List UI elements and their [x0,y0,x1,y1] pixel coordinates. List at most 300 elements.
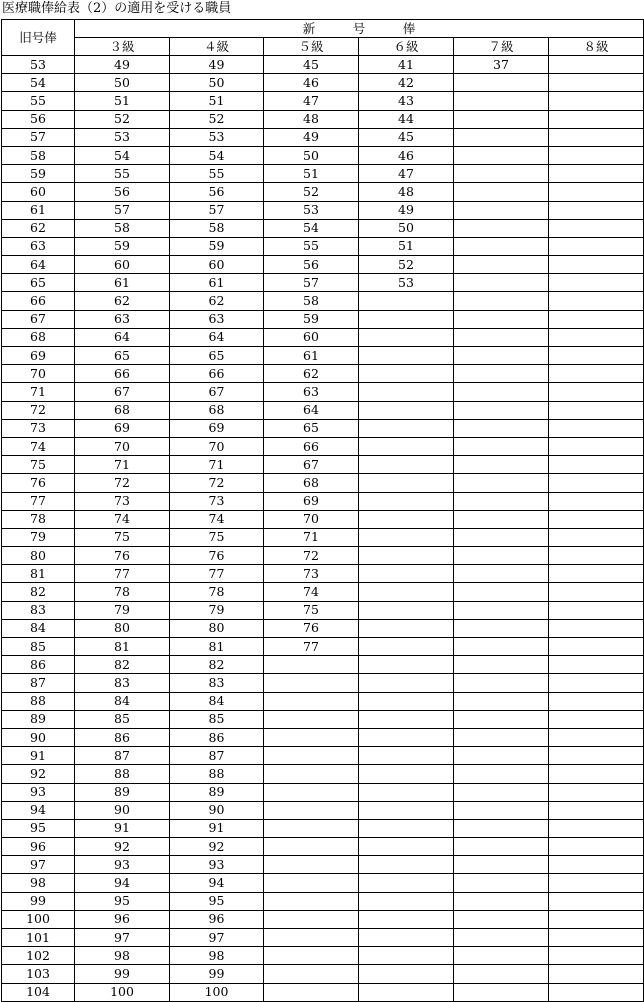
grade-8-cell [549,583,644,601]
grade-8-cell [549,819,644,837]
grade-6-cell [359,328,454,346]
grade-8-cell [549,510,644,528]
grade-3-cell: 94 [75,874,170,892]
grade-7-cell [454,747,549,765]
grade-7-cell [454,874,549,892]
table-row [2,510,644,528]
grade-7-cell [454,710,549,728]
grade-6-cell [359,601,454,619]
grade-8-cell [549,601,644,619]
grade-6-cell [359,783,454,801]
grade-6-cell [359,856,454,874]
document-title: 医療職俸給表（2）の適用を受ける職員 [2,1,232,16]
grade-3-cell: 71 [75,456,170,474]
grade-3-cell: 60 [75,256,170,274]
grade-4-cell: 68 [170,401,264,419]
old-step-header: 旧号俸 [2,20,75,56]
old-step-cell: 70 [2,365,75,383]
old-step-cell: 85 [2,638,75,656]
table-row [2,910,644,928]
grade-5-cell: 46 [264,74,359,92]
old-step-cell: 56 [2,110,75,128]
grade-7-cell [454,383,549,401]
table-row [2,437,644,455]
grade-4-cell: 91 [170,819,264,837]
grade-4-cell: 67 [170,383,264,401]
grade-4-cell: 52 [170,110,264,128]
grade-5-cell [264,929,359,947]
grade-4-cell: 66 [170,365,264,383]
old-step-cell: 103 [2,965,75,983]
old-step-cell: 71 [2,383,75,401]
old-step-cell: 55 [2,92,75,110]
grade-4-cell: 62 [170,292,264,310]
grade-7-cell [454,274,549,292]
grade-3-cell: 90 [75,801,170,819]
grade-8-cell [549,456,644,474]
old-step-cell: 61 [2,201,75,219]
grade-5-cell [264,874,359,892]
old-step-cell: 94 [2,801,75,819]
table-row [2,456,644,474]
grade-8-cell [549,656,644,674]
grade-3-cell: 99 [75,965,170,983]
grade-8-cell [549,692,644,710]
grade-7-cell [454,401,549,419]
grade-5-cell: 58 [264,292,359,310]
grade-3-cell: 56 [75,183,170,201]
table-row [2,419,644,437]
grade-6-cell: 49 [359,201,454,219]
grade-3-cell: 79 [75,601,170,619]
table-row [2,128,644,146]
table-row [2,183,644,201]
grade-6-cell [359,456,454,474]
old-step-cell: 95 [2,819,75,837]
grade-6-cell [359,892,454,910]
grade-8-cell [549,910,644,928]
old-step-cell: 92 [2,765,75,783]
grade-7-cell [454,492,549,510]
table-row [2,692,644,710]
grade-header-3: ３級 [75,38,170,56]
grade-8-cell [549,347,644,365]
grade-5-cell [264,838,359,856]
table-row [2,92,644,110]
grade-6-cell: 45 [359,128,454,146]
grade-8-cell [549,674,644,692]
grade-7-cell [454,419,549,437]
grade-6-cell [359,801,454,819]
grade-5-cell [264,783,359,801]
grade-5-cell: 45 [264,56,359,74]
grade-header-5: ５級 [264,38,359,56]
grade-8-cell [549,619,644,637]
grade-8-cell [549,892,644,910]
old-step-cell: 69 [2,347,75,365]
old-step-cell: 54 [2,74,75,92]
grade-5-cell: 77 [264,638,359,656]
grade-7-cell [454,838,549,856]
grade-3-cell: 85 [75,710,170,728]
grade-6-cell [359,310,454,328]
grade-4-cell: 87 [170,747,264,765]
grade-5-cell: 50 [264,146,359,164]
grade-5-cell: 47 [264,92,359,110]
grade-4-cell: 90 [170,801,264,819]
grade-4-cell: 73 [170,492,264,510]
grade-3-cell: 89 [75,783,170,801]
grade-6-cell [359,365,454,383]
grade-5-cell: 60 [264,328,359,346]
grade-8-cell [549,419,644,437]
grade-3-cell: 68 [75,401,170,419]
grade-4-cell: 75 [170,528,264,546]
grade-4-cell: 92 [170,838,264,856]
grade-4-cell: 88 [170,765,264,783]
old-step-cell: 75 [2,456,75,474]
table-row [2,365,644,383]
grade-6-cell: 53 [359,274,454,292]
grade-5-cell: 73 [264,565,359,583]
grade-8-cell [549,219,644,237]
grade-5-cell [264,965,359,983]
grade-7-cell [454,892,549,910]
grade-8-cell [549,492,644,510]
grade-5-cell: 51 [264,165,359,183]
grade-5-cell [264,710,359,728]
grade-5-cell: 70 [264,510,359,528]
salary-step-conversion-table [1,19,644,1002]
grade-4-cell: 89 [170,783,264,801]
grade-6-cell [359,674,454,692]
grade-6-cell [359,910,454,928]
grade-4-cell: 59 [170,237,264,255]
grade-7-cell [454,292,549,310]
grade-7-cell [454,328,549,346]
grade-7-cell [454,947,549,965]
table-row [2,401,644,419]
grade-5-cell [264,765,359,783]
grade-3-cell: 72 [75,474,170,492]
grade-3-cell: 64 [75,328,170,346]
grade-8-cell [549,528,644,546]
grade-5-cell [264,983,359,1001]
old-step-cell: 79 [2,528,75,546]
grade-7-cell [454,347,549,365]
grade-7-cell [454,437,549,455]
grade-8-cell [549,474,644,492]
grade-3-cell: 73 [75,492,170,510]
grade-6-cell: 47 [359,165,454,183]
old-step-cell: 63 [2,237,75,255]
grade-5-cell: 59 [264,310,359,328]
grade-7-cell [454,692,549,710]
old-step-cell: 99 [2,892,75,910]
table-row [2,74,644,92]
grade-7-cell [454,638,549,656]
grade-8-cell [549,965,644,983]
grade-7-cell [454,910,549,928]
old-step-cell: 82 [2,583,75,601]
old-step-cell: 73 [2,419,75,437]
grade-5-cell: 61 [264,347,359,365]
grade-3-cell: 82 [75,656,170,674]
grade-5-cell: 69 [264,492,359,510]
grade-3-cell: 88 [75,765,170,783]
table-row [2,274,644,292]
grade-7-cell [454,983,549,1001]
grade-7-cell [454,92,549,110]
grade-8-cell [549,710,644,728]
grade-8-cell [549,237,644,255]
grade-8-cell [549,92,644,110]
grade-6-cell [359,565,454,583]
grade-4-cell: 51 [170,92,264,110]
old-step-cell: 67 [2,310,75,328]
grade-3-cell: 87 [75,747,170,765]
grade-5-cell: 72 [264,547,359,565]
grade-8-cell [549,146,644,164]
old-step-cell: 97 [2,856,75,874]
grade-5-cell: 74 [264,583,359,601]
grade-5-cell [264,692,359,710]
grade-5-cell [264,801,359,819]
grade-4-cell: 65 [170,347,264,365]
grade-7-cell [454,128,549,146]
old-step-cell: 91 [2,747,75,765]
grade-4-cell: 55 [170,165,264,183]
grade-4-cell: 83 [170,674,264,692]
table-row [2,583,644,601]
grade-header-7: ７級 [454,38,549,56]
grade-8-cell [549,201,644,219]
grade-7-cell [454,674,549,692]
grade-4-cell: 80 [170,619,264,637]
grade-8-cell [549,983,644,1001]
grade-7-cell [454,201,549,219]
grade-3-cell: 96 [75,910,170,928]
old-step-cell: 65 [2,274,75,292]
grade-7-cell [454,547,549,565]
grade-4-cell: 71 [170,456,264,474]
grade-header-4: ４級 [170,38,264,56]
grade-6-cell: 42 [359,74,454,92]
grade-6-cell [359,965,454,983]
grade-6-cell: 41 [359,56,454,74]
table-row [2,256,644,274]
grade-7-cell [454,856,549,874]
old-step-cell: 101 [2,929,75,947]
old-step-cell: 58 [2,146,75,164]
grade-4-cell: 79 [170,601,264,619]
grade-5-cell [264,892,359,910]
grade-5-cell: 52 [264,183,359,201]
old-step-cell: 89 [2,710,75,728]
grade-5-cell [264,656,359,674]
grade-3-cell: 53 [75,128,170,146]
grade-5-cell: 56 [264,256,359,274]
table-row [2,110,644,128]
grade-8-cell [549,947,644,965]
grade-4-cell: 77 [170,565,264,583]
grade-3-cell: 77 [75,565,170,583]
grade-3-cell: 59 [75,237,170,255]
grade-6-cell [359,929,454,947]
grade-3-cell: 76 [75,547,170,565]
grade-3-cell: 52 [75,110,170,128]
grade-5-cell: 48 [264,110,359,128]
table-row [2,874,644,892]
grade-8-cell [549,56,644,74]
grade-7-cell [454,619,549,637]
table-body [2,56,644,1002]
grade-7-cell [454,183,549,201]
table-row [2,474,644,492]
old-step-cell: 66 [2,292,75,310]
grade-5-cell: 66 [264,437,359,455]
grade-6-cell: 43 [359,92,454,110]
grade-7-cell [454,528,549,546]
grade-7-cell [454,601,549,619]
grade-8-cell [549,565,644,583]
table-row [2,165,644,183]
grade-6-cell [359,765,454,783]
grade-3-cell: 78 [75,583,170,601]
grade-8-cell [549,328,644,346]
grade-7-cell [454,219,549,237]
grade-5-cell: 67 [264,456,359,474]
grade-5-cell: 65 [264,419,359,437]
grade-8-cell [549,747,644,765]
grade-5-cell: 71 [264,528,359,546]
grade-6-cell [359,710,454,728]
table-row [2,492,644,510]
grade-5-cell: 75 [264,601,359,619]
grade-3-cell: 83 [75,674,170,692]
grade-6-cell: 52 [359,256,454,274]
grade-6-cell: 51 [359,237,454,255]
grade-4-cell: 57 [170,201,264,219]
grade-3-cell: 97 [75,929,170,947]
grade-header-8: ８級 [549,38,644,56]
grade-3-cell: 70 [75,437,170,455]
grade-8-cell [549,728,644,746]
grade-5-cell: 54 [264,219,359,237]
table-row [2,565,644,583]
grade-4-cell: 93 [170,856,264,874]
old-step-cell: 64 [2,256,75,274]
table-row [2,347,644,365]
grade-4-cell: 56 [170,183,264,201]
table-row [2,601,644,619]
table-row [2,292,644,310]
grade-3-cell: 69 [75,419,170,437]
grade-4-cell: 86 [170,728,264,746]
grade-7-cell [454,583,549,601]
grade-4-cell: 49 [170,56,264,74]
table-row [2,638,644,656]
grade-6-cell [359,947,454,965]
grade-7-cell [454,474,549,492]
grade-3-cell: 75 [75,528,170,546]
old-step-cell: 74 [2,437,75,455]
grade-8-cell [549,165,644,183]
grade-7-cell [454,74,549,92]
old-step-cell: 78 [2,510,75,528]
grade-4-cell: 63 [170,310,264,328]
table-row [2,237,644,255]
grade-6-cell [359,638,454,656]
grade-4-cell: 96 [170,910,264,928]
grade-8-cell [549,801,644,819]
grade-3-cell: 54 [75,146,170,164]
grade-3-cell: 81 [75,638,170,656]
old-step-cell: 90 [2,728,75,746]
grade-3-cell: 91 [75,819,170,837]
old-step-cell: 98 [2,874,75,892]
grade-6-cell: 46 [359,146,454,164]
grade-8-cell [549,365,644,383]
header-row-top [2,20,644,38]
old-step-cell: 62 [2,219,75,237]
old-step-cell: 88 [2,692,75,710]
grade-4-cell: 60 [170,256,264,274]
grade-4-cell: 72 [170,474,264,492]
grade-8-cell [549,128,644,146]
grade-3-cell: 55 [75,165,170,183]
grade-3-cell: 74 [75,510,170,528]
table-row [2,765,644,783]
table-row [2,619,644,637]
grade-4-cell: 81 [170,638,264,656]
table-row [2,56,644,74]
old-step-cell: 86 [2,656,75,674]
grade-7-cell [454,565,549,583]
table-row [2,892,644,910]
old-step-cell: 76 [2,474,75,492]
grade-7-cell [454,819,549,837]
grade-5-cell [264,674,359,692]
grade-4-cell: 61 [170,274,264,292]
grade-3-cell: 95 [75,892,170,910]
old-step-cell: 53 [2,56,75,74]
grade-7-cell [454,165,549,183]
old-step-cell: 84 [2,619,75,637]
grade-6-cell [359,401,454,419]
grade-4-cell: 82 [170,656,264,674]
table-row [2,983,644,1001]
grade-8-cell [549,874,644,892]
table-row [2,965,644,983]
grade-5-cell: 76 [264,619,359,637]
grade-8-cell [549,547,644,565]
old-step-cell: 59 [2,165,75,183]
grade-5-cell: 63 [264,383,359,401]
grade-3-cell: 49 [75,56,170,74]
grade-8-cell [549,110,644,128]
table-row [2,728,644,746]
grade-8-cell [549,74,644,92]
grade-3-cell: 57 [75,201,170,219]
grade-7-cell [454,237,549,255]
grade-8-cell [549,256,644,274]
table-row [2,819,644,837]
grade-6-cell [359,492,454,510]
grade-4-cell: 50 [170,74,264,92]
grade-4-cell: 58 [170,219,264,237]
table-row [2,328,644,346]
